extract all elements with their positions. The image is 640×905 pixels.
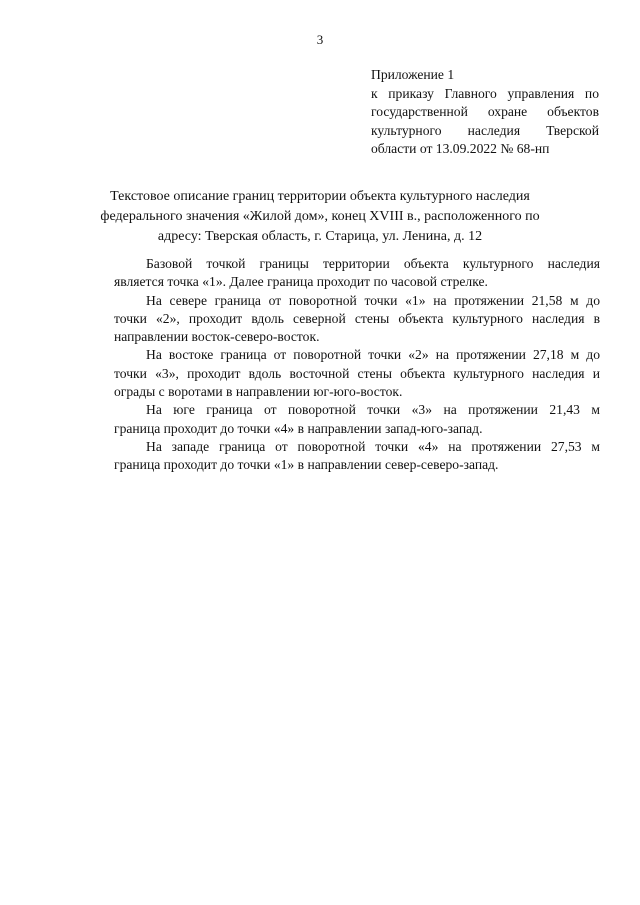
appendix-header — [371, 66, 599, 159]
paragraph-north — [114, 292, 600, 347]
appendix-line: Приложение 1 — [371, 67, 455, 82]
paragraph-line: На юге граница от поворотной точки «3» на протяжении 21,43 м — [146, 402, 600, 418]
paragraph-west — [114, 438, 600, 475]
paragraph-south — [114, 401, 600, 438]
appendix-line: к приказу Главного управления по — [371, 85, 599, 101]
paragraph-line: точки «3», проходит вдоль восточной стены объекта культурного наследия и — [114, 365, 600, 381]
paragraph-line: граница проходит до точки «1» в направлении север-северо-запад. — [114, 457, 499, 473]
paragraph-line: На западе граница от поворотной точки «4» на протяжении 27,53 м — [146, 438, 600, 454]
document-body — [114, 255, 600, 475]
paragraph-east — [114, 346, 600, 401]
paragraph-base-point — [114, 255, 600, 292]
title-line: федерального значения «Жилой дом», конец XVIII в., расположенного по — [100, 209, 540, 224]
appendix-line: государственной охране объектов — [371, 104, 599, 119]
paragraph-line: граница проходит до точки «4» в направлении запад-юго-запад. — [114, 420, 483, 436]
paragraph-line: точки «2», проходит вдоль северной стены объекта культурного наследия в — [114, 310, 600, 326]
title-line: Текстовое описание границ территории объекта культурного наследия — [110, 189, 530, 204]
paragraph-line: направлении восток-северо-восток. — [114, 329, 320, 345]
paragraph-line: ограды с воротами в направлении юг-юго-восток. — [114, 384, 403, 400]
title-line: адресу: Тверская область, г. Старица, ул. Ленина, д. 12 — [157, 229, 483, 244]
document-title — [60, 187, 580, 247]
paragraph-line: является точка «1». Далее граница проходит по часовой стрелке. — [114, 274, 488, 290]
page-number: 3 — [316, 32, 324, 47]
paragraph-line: На востоке граница от поворотной точки «2» на протяжении 27,18 м до — [146, 347, 600, 363]
appendix-line: области от 13.09.2022 № 68-нп — [371, 141, 550, 156]
paragraph-line: На севере граница от поворотной точки «1» на протяжении 21,58 м до — [146, 292, 600, 308]
appendix-line: культурного наследия Тверской — [371, 122, 599, 138]
paragraph-line: Базовой точкой границы территории объекта культурного наследия — [146, 256, 600, 271]
